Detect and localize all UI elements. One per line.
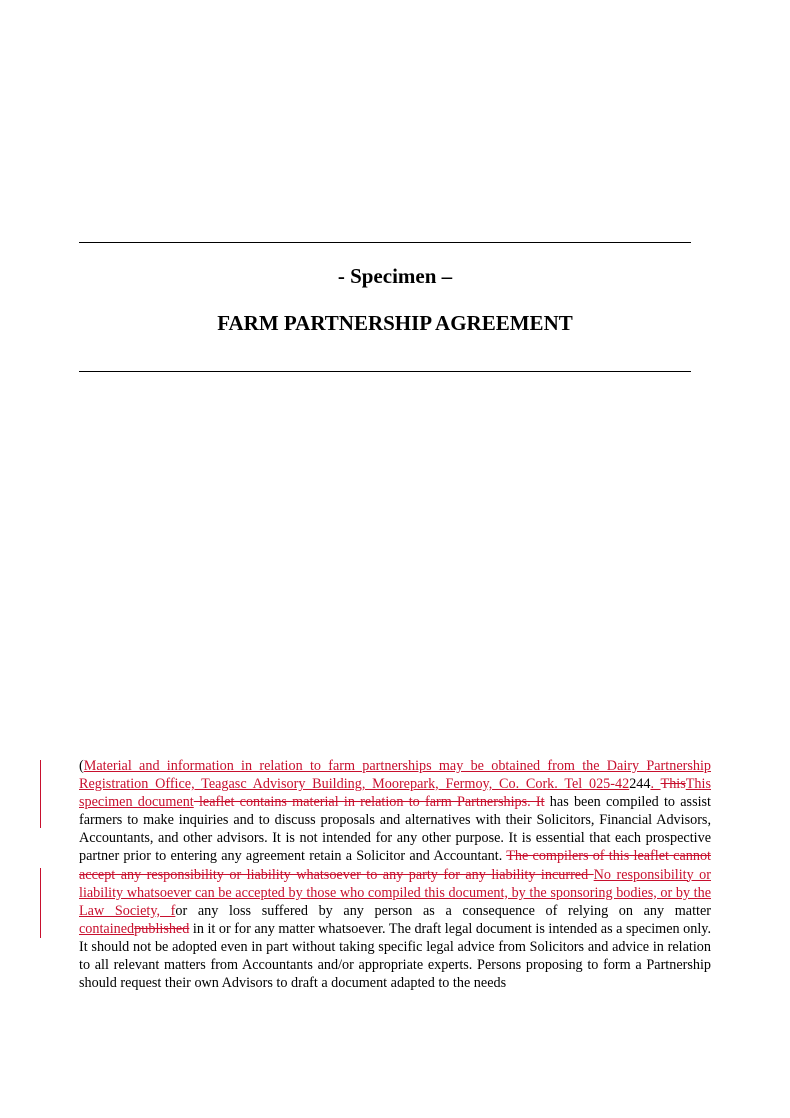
- document-title: FARM PARTNERSHIP AGREEMENT: [217, 311, 573, 335]
- disclaimer-text: in it or for any matter whatsoever. The draft legal document is intended as a specimen only. It should not be adopted even in part without taking specific legal advice from Solicitors and advice in relation to all relevant matters from Accountants and/or appropriate experts. Persons proposing to form a Partnership should request their own Advisors to draft a document adapted to the needs: [79, 920, 711, 992]
- disclaimer-text: or any loss suffered by any person as a consequence of relying on any matter: [175, 902, 711, 919]
- inserted-text: This specimen document: [79, 776, 711, 811]
- document-subtitle: - Specimen –: [337, 264, 453, 288]
- top-divider: [79, 242, 691, 243]
- disclaimer-text: has been compiled to assist farmers to make inquiries and to discuss proposals and alternatives with their Solicitors, Financial Advisors, Accountants, and other advisors. It is not intended for any other purpose. It is essential that each prospective partner prior to entering any agreement retain a Solicitor and Accountant.: [79, 794, 711, 865]
- disclaimer-text: 244: [629, 776, 651, 793]
- deleted-text: leaflet contains material in relation to farm Partnerships. It: [193, 794, 545, 811]
- bottom-divider: [79, 371, 691, 372]
- disclaimer-text: (: [79, 758, 84, 774]
- revision-change-bar: [40, 760, 41, 828]
- inserted-text: .: [650, 776, 661, 793]
- inserted-text: No responsibility or liability whatsoever can be accepted by those who compiled this document, by the sponsoring bodies, or by the Law Society, f: [79, 866, 712, 919]
- revision-change-bar: [40, 868, 41, 938]
- deleted-text: The compilers of this leaflet cannot accept any responsibility or liability whatsoever to any party for any liability incurred: [79, 848, 711, 883]
- inserted-text: Material and information in relation to farm partnerships may be obtained from the Dairy Partnership Registration Office, Teagasc Advisory Building, Moorepark, Fermoy, Co. Cork. Tel 025-42: [79, 758, 711, 793]
- inserted-text: contained: [79, 920, 135, 937]
- disclaimer-paragraph: [79, 757, 711, 992]
- deleted-text: This: [660, 776, 686, 793]
- deleted-text: published: [134, 920, 190, 937]
